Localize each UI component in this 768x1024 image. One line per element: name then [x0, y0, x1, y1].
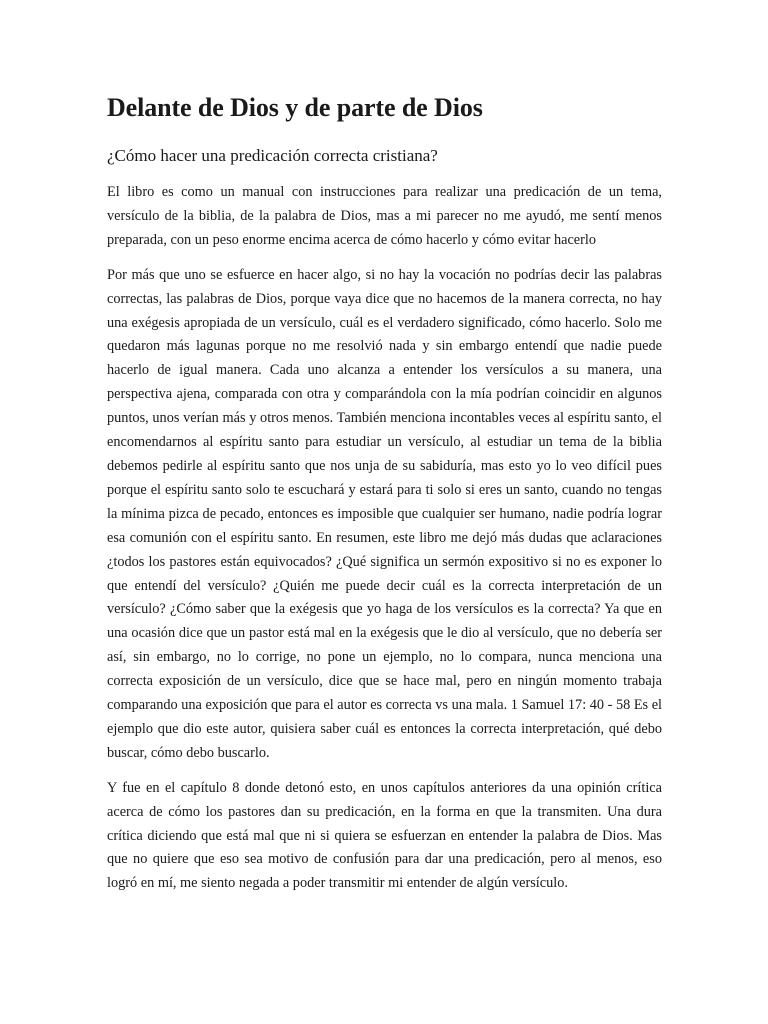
paragraph-2: Por más que uno se esfuerce en hacer algo, si no hay la vocación no podrías decir las palabras correctas, las palabras de Dios, porque vaya dice que no hacemos de la manera correcta, no hay una exégesis apropiada de un versículo, cuál es el verdadero significado, cómo hacerlo. Solo me quedaron más lagunas porque no me resolvió nada y sin embargo entendí que nadie puede hacerlo de igual manera. Cada uno alcanza a entender los versículos a su manera, una perspectiva ajena, comparada con otra y comparándola con la mía podrían coincidir en algunos puntos, unos verían más y otros menos. También menciona incontables veces al espíritu santo, el encomendarnos al espíritu santo para estudiar un versículo, al estudiar un tema de la biblia debemos pedirle al espíritu santo que nos unja de su sabiduría, mas esto yo lo veo difícil pues porque el espíritu santo solo te escuchará y estará para ti solo si eres un santo, cuando no tengas la mínima pizca de pecado, entonces es imposible que cualquier ser humano, nadie podría lograr esa comunión con el espíritu santo. En resumen, este libro me dejó más dudas que aclaraciones ¿todos los pastores están equivocados? ¿Qué significa un sermón expositivo si no es exponer lo que entendí del versículo? ¿Quién me puede decir cuál es la correcta interpretación de un versículo? ¿Cómo saber que la exégesis que yo haga de los versículos es la correcta? Ya que en una ocasión dice que un pastor está mal en la exégesis que le dio al versículo, que no debería ser así, sin embargo, no lo corrige, no pone un ejemplo, no lo compara, nunca menciona una correcta exposición de un versículo, dice que se hace mal, pero en ningún momento trabaja comparando una exposición que para el autor es correcta vs una mala. 1 Samuel 17: 40 - 58 Es el ejemplo que dio este autor, quisiera saber cuál es entonces la correcta interpretación, qué debo buscar, cómo debo buscarlo. — [107, 266, 663, 761]
document-title: Delante de Dios y de parte de Dios — [107, 93, 483, 122]
paragraph-1: El libro es como un manual con instrucciones para realizar una predicación de un tema, versículo de la biblia, de la palabra de Dios, mas a mi parecer no me ayudó, me sentí menos preparada, con un peso enorme encima acerca de cómo hacerlo y cómo evitar hacerlo — [107, 184, 662, 248]
document-subtitle: ¿Cómo hacer una predicación correcta cristiana? — [107, 146, 438, 165]
paragraph-3: Y fue en el capítulo 8 donde detonó esto, en unos capítulos anteriores da una opinión crítica acerca de cómo los pastores dan su predicación, en la forma en que la transmiten. Una dura crítica diciendo que está mal que ni si quiera se esfuerzan en entender la palabra de Dios. Mas que no quiere que eso sea motivo de confusión para dar una predicación, pero al menos, eso logró en mí, me siento negada a poder transmitir mi entender de algún versículo. — [107, 779, 662, 892]
